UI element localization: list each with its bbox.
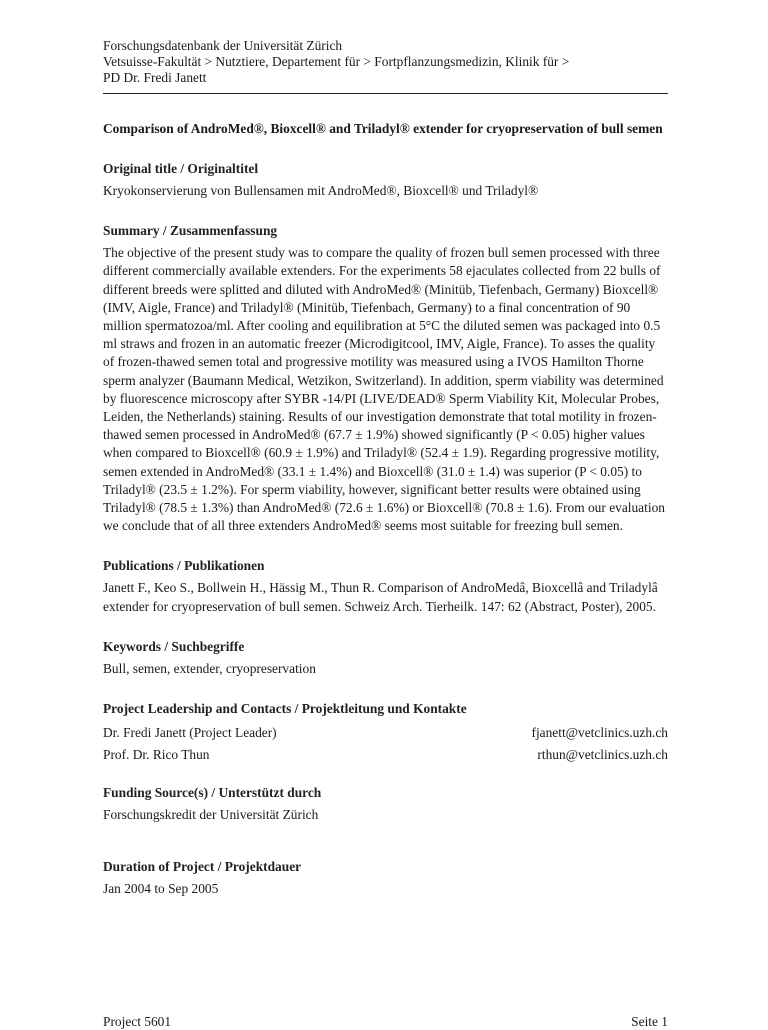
- funding-text: Forschungskredit der Universität Zürich: [103, 807, 319, 823]
- keywords-section: [103, 638, 668, 678]
- summary-section: [103, 222, 668, 535]
- keywords-heading: Keywords / Suchbegriffe: [103, 638, 245, 654]
- page-header: [103, 38, 668, 86]
- contacts-heading: Project Leadership and Contacts / Projektleitung und Kontakte: [103, 701, 467, 717]
- header-person: PD Dr. Fredi Janett: [103, 70, 207, 85]
- header-divider: [103, 93, 668, 94]
- duration-section: [103, 858, 668, 898]
- original-title-heading: Original title / Originaltitel: [103, 161, 259, 176]
- publications-heading: Publications / Publikationen: [103, 558, 265, 574]
- keywords-text: Bull, semen, extender, cryopreservation: [103, 660, 316, 676]
- header-university: Forschungsdatenbank der Universität Zürich: [103, 38, 343, 53]
- contact-name: Prof. Dr. Rico Thun: [103, 747, 210, 763]
- original-title-section: [103, 160, 668, 200]
- funding-heading: Funding Source(s) / Unterstützt durch: [103, 785, 322, 801]
- contact-email[interactable]: rthun@vetclinics.uzh.ch: [537, 747, 668, 763]
- footer-page-number: Seite 1: [631, 1014, 668, 1029]
- publications-section: [103, 557, 668, 615]
- project-title: Comparison of AndroMed®, Bioxcell® and Triladyl® extender for cryopreservation of bull semen: [103, 121, 663, 136]
- contact-email[interactable]: fjanett@vetclinics.uzh.ch: [531, 725, 668, 741]
- original-title-text: Kryokonservierung von Bullensamen mit AndroMed®, Bioxcell® und Triladyl®: [103, 183, 539, 198]
- page-footer: [103, 1014, 668, 1030]
- contact-row: [103, 744, 668, 766]
- contacts-section: [103, 700, 668, 766]
- funding-section: [103, 784, 668, 824]
- footer-project-number: Project 5601: [103, 1014, 172, 1029]
- summary-heading: Summary / Zusammenfassung: [103, 223, 278, 239]
- document-page: [103, 38, 668, 898]
- publications-text: Janett F., Keo S., Bollwein H., Hässig M., Thun R. Comparison of AndroMedâ, Bioxcellâ and Triladylâ extender for cryopreservation of bull semen. Schweiz Arch. Tierheilk. 147: 62 (Abstract, Poster), 2005.: [103, 580, 658, 614]
- contact-name: Dr. Fredi Janett (Project Leader): [103, 725, 277, 741]
- contact-row: [103, 722, 668, 744]
- header-breadcrumb: Vetsuisse-Fakultät > Nutztiere, Departement für > Fortpflanzungsmedizin, Klinik für >: [103, 54, 570, 69]
- duration-heading: Duration of Project / Projektdauer: [103, 859, 302, 875]
- summary-text: The objective of the present study was to compare the quality of frozen bull semen processed with three different commercially available extenders. For the experiments 58 ejaculates collected from 22 bulls of different breeds were splitted and diluted with AndroMed® (Minitüb, Tiefenbach, Germany) Bioxcell® (IMV, Aigle, France) and Triladyl® (Minitüb, Tiefenbach, Germany) to a final concentration of 90 million spermatozoa/ml. After cooling and equilibration at 5°C the diluted semen was packaged into 0.5 ml straws and frozen in an automatic freezer (Microdigitcool, IMV, Aigle, France). To asses the quality of frozen-thawed semen total and progressive motility was measured using a IVOS Hamilton Thorne sperm analyzer (Baumann Medical, Wetzikon, Switzerland). In addition, sperm viability was determined by fluorescence microscopy after SYBR -14/PI (LIVE/DEAD® Sperm Viability Kit, Molecular Probes, Leiden, the Netherlands) staining. Results of our investigation demonstrate that total motility in frozen-thawed semen processed in AndroMed® (67.7 ± 1.9%) showed significantly (P < 0.05) higher values when compared to Bioxcell® (60.9 ± 1.9%) and Triladyl® (52.4 ± 1.9). Regarding progressive motility, semen extended in AndroMed® (33.1 ± 1.4%) and Bioxcell® (31.0 ± 1.4) was superior (P < 0.05) to Triladyl® (23.5 ± 1.2%). For sperm viability, however, significant better results were obtained using Triladyl® (78.5 ± 1.3%) than AndroMed® (72.6 ± 1.6%) or Bioxcell® (70.8 ± 1.6). From our evaluation we conclude that of all three extenders AndroMed® seems most suitable for freezing bull semen.: [103, 245, 665, 534]
- duration-text: Jan 2004 to Sep 2005: [103, 881, 219, 897]
